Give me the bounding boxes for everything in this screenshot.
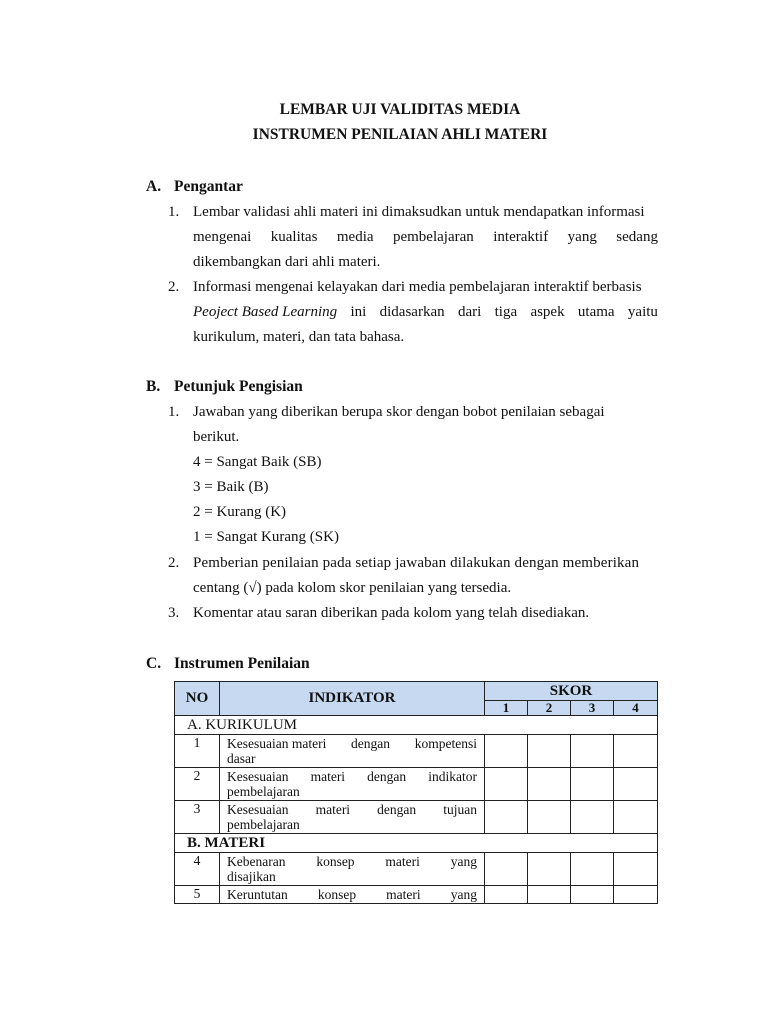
score-cell[interactable] [614,735,658,768]
document-title: LEMBAR UJI VALIDITAS MEDIA [279,101,521,118]
score-cell[interactable] [614,886,658,904]
word: tiga [494,304,518,320]
word: dengan [367,769,407,784]
score-cell[interactable] [528,853,571,886]
indikator-line2: disajikan [227,869,276,884]
table-row [175,853,658,886]
b-item3-num: 3. [168,605,180,621]
section-b-heading [146,378,303,396]
word: materi [310,769,346,784]
header-skor-4: 4 [614,701,658,716]
score-cell[interactable] [485,801,528,834]
row-indikator [220,735,485,768]
header-no: NO [175,682,220,716]
score-cell[interactable] [571,801,614,834]
word: kualitas [270,229,318,245]
score-cell[interactable] [614,853,658,886]
row-number: 2 [175,768,220,801]
table-row [175,801,658,834]
indikator-line2: pembelajaran [227,784,300,799]
word: indikator [428,769,477,784]
row-number: 1 [175,735,220,768]
score-cell[interactable] [614,768,658,801]
scale-1: 1 = Sangat Kurang (SK) [193,529,339,545]
score-cell[interactable] [571,768,614,801]
word: kompetensi [414,736,477,751]
word: dengan [377,802,417,817]
word: didasarkan [379,304,445,320]
word: interaktif [493,229,549,245]
header-skor-1: 1 [485,701,528,716]
italic-term: Peoject Based Learning [193,304,338,320]
a-item2-line3: kurikulum, materi, dan tata bahasa. [193,329,405,345]
row-number: 3 [175,801,220,834]
a-item2-num: 2. [168,279,180,295]
section-c-letter: C. [146,655,162,672]
word: materi [315,802,351,817]
assessment-table [174,681,658,904]
word: sedang [616,229,658,245]
a-item1-line3: dikembangkan dari ahli materi. [193,254,381,270]
word: Kesesuaian [227,769,289,784]
word: Kebenaran [227,854,286,869]
header-skor: SKOR [485,682,658,701]
row-number: 4 [175,853,220,886]
b-item3-line1: Komentar atau saran diberikan pada kolom yang telah disediakan. [193,605,590,621]
score-cell[interactable] [528,768,571,801]
score-cell[interactable] [571,853,614,886]
document-subtitle: INSTRUMEN PENILAIAN AHLI MATERI [252,126,548,143]
word: pembelajaran [392,229,474,245]
table-row [175,886,658,904]
table-row [175,768,658,801]
b-item2-line2: centang (√) pada kolom skor penilaian yang tersedia. [193,580,512,596]
score-cell[interactable] [528,735,571,768]
a-item1-line1: Lembar validasi ahli materi ini dimaksudkan untuk mendapatkan informasi [193,204,645,220]
category-kurikulum: A. KURIKULUM [175,716,658,735]
a-item2-line1: Informasi mengenai kelayakan dari media pembelajaran interaktif berbasis [193,279,642,295]
score-cell[interactable] [614,801,658,834]
section-b-letter: B. [146,378,161,395]
a-item1-num: 1. [168,204,180,220]
indikator-line2: dasar [227,751,256,766]
category-materi: B. MATERI [175,834,658,853]
section-a-letter: A. [146,178,162,195]
b-item2-num: 2. [168,555,180,571]
scale-3: 3 = Baik (B) [193,479,269,495]
row-indikator [220,886,485,904]
b-item1-line2: berikut. [193,429,240,445]
b-item1-line1: Jawaban yang diberikan berupa skor dengan bobot penilaian sebagai [193,404,605,420]
section-c-heading [146,655,310,673]
word: konsep [316,854,355,869]
a-item1-line2 [193,229,658,246]
word: Kesesuaian [227,802,289,817]
word: aspek [530,304,565,320]
word: yang [450,854,477,869]
word: dengan [351,736,391,751]
table-row [175,735,658,768]
b-item1-num: 1. [168,404,180,420]
section-c-title: Instrumen Penilaian [174,655,310,672]
word: tujuan [443,802,477,817]
word: yaitu [627,304,658,320]
section-a-title: Pengantar [174,178,243,195]
header-indikator: INDIKATOR [220,682,485,716]
word: konsep [317,887,357,902]
score-cell[interactable] [485,768,528,801]
word: utama [577,304,615,320]
score-cell[interactable] [485,853,528,886]
word: dari [457,304,482,320]
a-item2-line2 [193,304,658,321]
section-b-title: Petunjuk Pengisian [174,378,303,395]
word: yang [567,229,597,245]
score-cell[interactable] [485,886,528,904]
word: media [336,229,374,245]
word: mengenai [193,229,252,245]
score-cell[interactable] [571,735,614,768]
scale-4: 4 = Sangat Baik (SB) [193,454,322,470]
b-item2-line1: Pemberian penilaian pada setiap jawaban dilakukan dengan memberikan [193,555,640,571]
row-indikator [220,853,485,886]
score-cell[interactable] [485,735,528,768]
word: Kesesuaian materi [227,736,327,751]
header-skor-2: 2 [528,701,571,716]
row-number: 5 [175,886,220,904]
score-cell[interactable] [528,886,571,904]
row-indikator [220,801,485,834]
scale-2: 2 = Kurang (K) [193,504,287,520]
word: materi [385,854,420,869]
header-skor-3: 3 [571,701,614,716]
row-indikator [220,768,485,801]
word: ini [350,304,367,320]
score-cell[interactable] [571,886,614,904]
score-cell[interactable] [528,801,571,834]
word: yang [450,887,477,902]
word: Keruntutan [227,887,288,902]
word: materi [386,887,421,902]
indikator-line2: pembelajaran [227,817,300,832]
section-a-heading [146,178,243,196]
